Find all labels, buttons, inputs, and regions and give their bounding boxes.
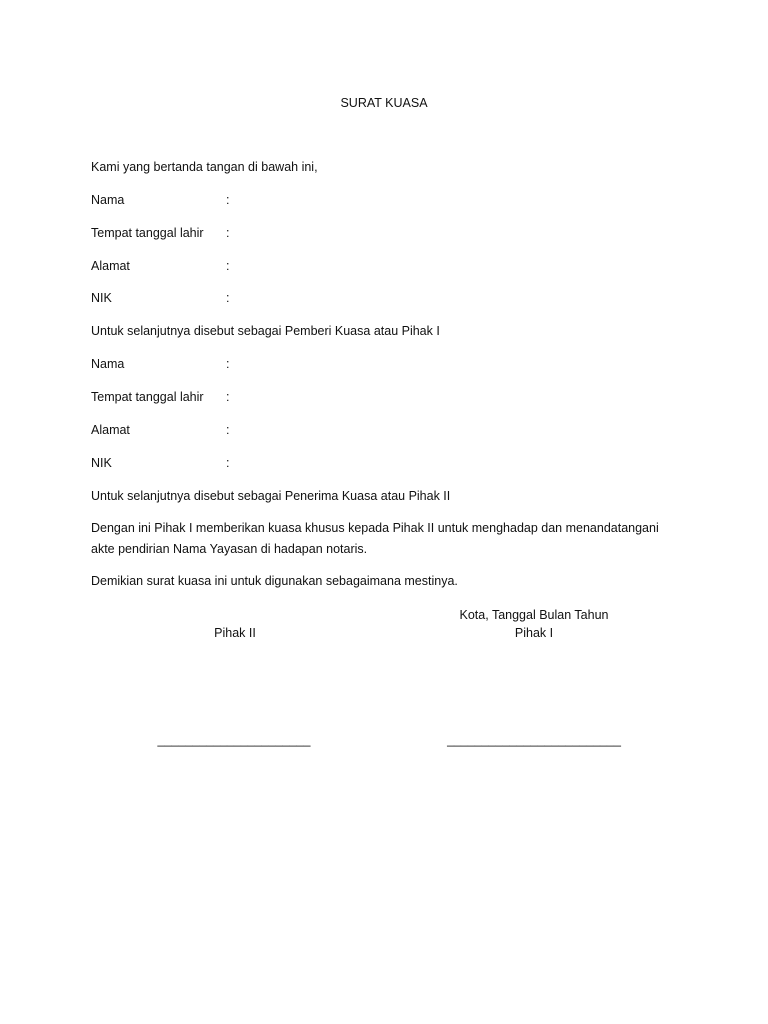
intro-text: Kami yang bertanda tangan di bawah ini, [91, 160, 318, 174]
party2-birth-colon: : [226, 390, 230, 404]
party1-address-colon: : [226, 259, 230, 273]
party1-nik-label: NIK [91, 291, 112, 305]
signature-label-right: Pihak I [514, 626, 554, 640]
document-title: SURAT KUASA [340, 96, 428, 110]
signature-line-right: _________________________ [447, 733, 621, 747]
party1-name-colon: : [226, 193, 230, 207]
party2-caption: Untuk selanjutnya disebut sebagai Penerima Kuasa atau Pihak II [91, 489, 451, 503]
party2-nik-colon: : [226, 456, 230, 470]
body-text-line1: Dengan ini Pihak I memberikan kuasa khusus kepada Pihak II untuk menghadap dan menandatangani [91, 521, 659, 535]
body-text-line2: akte pendirian Nama Yayasan di hadapan notaris. [91, 542, 368, 556]
party2-birth-label: Tempat tanggal lahir [91, 390, 204, 404]
party2-address-label: Alamat [91, 423, 130, 437]
signature-label-left: Pihak II [214, 626, 256, 640]
signature-line-left: ______________________ [157, 733, 311, 747]
party1-birth-colon: : [226, 226, 230, 240]
party2-nik-label: NIK [91, 456, 112, 470]
closing-text: Demikian surat kuasa ini untuk digunakan sebagaimana mestinya. [91, 574, 458, 588]
party2-name-colon: : [226, 357, 230, 371]
party1-name-label: Nama [91, 193, 125, 207]
party1-birth-label: Tempat tanggal lahir [91, 226, 204, 240]
party2-name-label: Nama [91, 357, 125, 371]
place-date: Kota, Tanggal Bulan Tahun [459, 608, 609, 622]
party1-caption: Untuk selanjutnya disebut sebagai Pemberi Kuasa atau Pihak I [91, 324, 440, 338]
party1-address-label: Alamat [91, 259, 130, 273]
party2-address-colon: : [226, 423, 230, 437]
party1-nik-colon: : [226, 291, 230, 305]
